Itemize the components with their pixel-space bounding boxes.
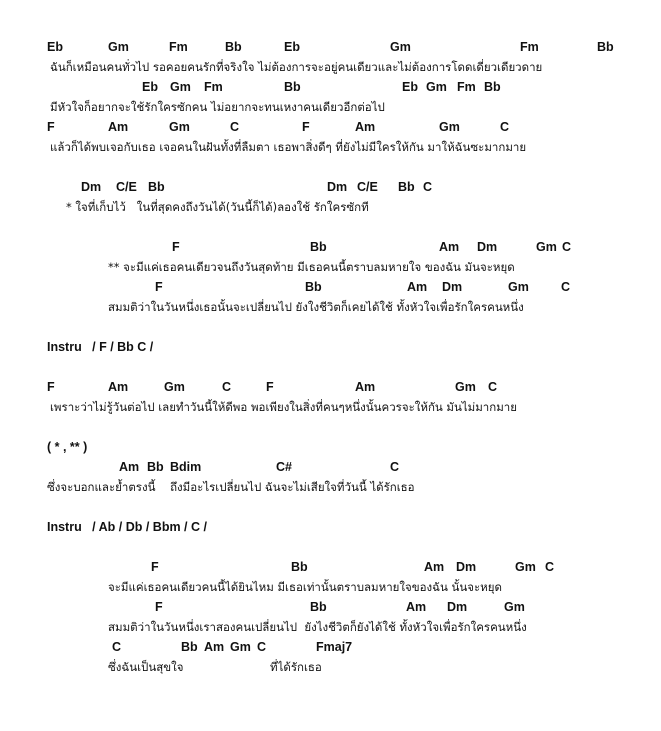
chord: Am: [108, 380, 129, 394]
chord: C/E: [116, 180, 137, 194]
chord: F: [47, 120, 55, 134]
chord: C: [488, 380, 498, 394]
chord: Gm: [164, 380, 185, 394]
lyric: ที่ได้รักเธอ: [270, 660, 322, 674]
chord: Dm: [81, 180, 102, 194]
instrumental-label: Instru / F / Bb C /: [47, 340, 154, 354]
chord: Dm: [477, 240, 498, 254]
chord: F: [155, 280, 163, 294]
chord: Am: [355, 380, 376, 394]
chord: Am: [424, 560, 445, 574]
chord: C: [545, 560, 555, 574]
lyric: แล้วก็ได้พบเจอกับเธอ เจอคนในฝันทั้งที่ลืมตา เธอพาสิ่งดีๆ ที่ยังไม่มีใครให้กัน มาให้ฉันซะมากมาย: [50, 140, 527, 154]
lyric: จะมีแค่เธอคนเดียวคนนี้ได้ยินไหม มีเธอเท่านั้นตราบลมหายใจของฉัน นั้นจะหยุด: [108, 580, 502, 594]
chord: C: [500, 120, 510, 134]
chord: Gm: [426, 80, 447, 94]
chord: C: [112, 640, 122, 654]
chord: Fm: [169, 40, 188, 54]
chord: F: [172, 240, 180, 254]
chord: Bb: [398, 180, 415, 194]
chord: Gm: [108, 40, 129, 54]
chord: Am: [355, 120, 376, 134]
chord: Bb: [291, 560, 308, 574]
chord: Gm: [439, 120, 460, 134]
chord: Dm: [327, 180, 348, 194]
chord: C#: [276, 460, 292, 474]
chord: Fmaj7: [316, 640, 353, 654]
chord: Dm: [447, 600, 468, 614]
chord: Bb: [310, 600, 327, 614]
chord: F: [47, 380, 55, 394]
chord: F: [266, 380, 274, 394]
chord: Bb: [597, 40, 614, 54]
lyric: เพราะว่าไม่รู้วันต่อไป เลยทำวันนี้ให้ดีพอ พอเพียงในสิ่งที่คนๆหนึ่งนั้นควรจะให้กัน มันไม่มากมาย: [50, 400, 518, 414]
chord: Fm: [204, 80, 223, 94]
chord: Bb: [284, 80, 301, 94]
chord: Am: [119, 460, 140, 474]
chord: Am: [204, 640, 225, 654]
lyric: ** จะมีแค่เธอคนเดียวจนถึงวันสุดท้าย มีเธอคนนี้ตราบลมหายใจ ของฉัน มันจะหยุด: [108, 260, 515, 274]
chord: C: [257, 640, 267, 654]
lyric: สมมติว่าในวันหนึ่งเธอนั้นจะเปลี่ยนไป ยังใงชีวิตก็เคยได้ใช้ ทั้งหัวใจเพื่อรักใครคนหนึ่ง: [108, 300, 524, 314]
chord: Gm: [536, 240, 557, 254]
chord: Gm: [515, 560, 536, 574]
lyric: ฉันก็เหมือนคนทั่วไป รอคอยคนรักที่จริงใจ ไม่ต้องการจะอยู่คนเดียวและไม่ต้องการโดดเดี่ยวเดียวดาย: [50, 60, 543, 74]
chord: Bb: [310, 240, 327, 254]
lyric: มีหัวใจก็อยากจะใช้รักใครซักคน ไม่อยากจะทนเหงาคนเดียวอีกต่อไป: [50, 100, 385, 114]
chord: Dm: [456, 560, 477, 574]
chord: Gm: [170, 80, 191, 94]
chord: Bb: [148, 180, 165, 194]
chord: Gm: [455, 380, 476, 394]
chord: C: [423, 180, 433, 194]
chord: Gm: [508, 280, 529, 294]
chord: Eb: [142, 80, 158, 94]
chord: Bb: [181, 640, 198, 654]
chord: F: [151, 560, 159, 574]
chord: F: [302, 120, 310, 134]
chord: Am: [406, 600, 427, 614]
chord: C/E: [357, 180, 378, 194]
chord: Fm: [520, 40, 539, 54]
chord: Am: [439, 240, 460, 254]
chord: Eb: [402, 80, 418, 94]
chord: Am: [108, 120, 129, 134]
chord: Gm: [504, 600, 525, 614]
chord: Am: [407, 280, 428, 294]
chord: Bb: [305, 280, 322, 294]
chord: Gm: [390, 40, 411, 54]
lyric: * ใจที่เก็บไว้ ในที่สุดคงถึงวันได้(วันนี้ก็ได้)ลองใช้ รักใครซักที: [66, 200, 369, 214]
chord: F: [155, 600, 163, 614]
chord: Bb: [225, 40, 242, 54]
lyric: ซึ่งจะบอกและย้ำตรงนี้ ถึงมีอะไรเปลี่ยนไป ฉันจะไม่เสียใจที่วันนี้ ได้รักเธอ: [47, 480, 415, 494]
chord: Fm: [457, 80, 476, 94]
chord: Dm: [442, 280, 463, 294]
chord: Gm: [230, 640, 251, 654]
chord: Bdim: [170, 460, 202, 474]
chord: C: [562, 240, 572, 254]
chord: Eb: [47, 40, 63, 54]
repeat-marker: ( * , ** ): [47, 440, 88, 454]
lyric: สมมติว่าในวันหนึ่งเราสองคนเปลี่ยนไป ยังไงชีวิตก็ยังได้ใช้ ทั้งหัวใจเพื่อรักใครคนหนึ่ง: [108, 620, 527, 634]
chord: Gm: [169, 120, 190, 134]
instrumental-label: Instru / Ab / Db / Bbm / C /: [47, 520, 207, 534]
chord: C: [222, 380, 232, 394]
chord: C: [561, 280, 571, 294]
chord: Eb: [284, 40, 300, 54]
chord: C: [230, 120, 240, 134]
lyric: ซึ่งฉันเป็นสุขใจ: [108, 660, 184, 674]
chord: Bb: [147, 460, 164, 474]
chord: C: [390, 460, 400, 474]
chord: Bb: [484, 80, 501, 94]
